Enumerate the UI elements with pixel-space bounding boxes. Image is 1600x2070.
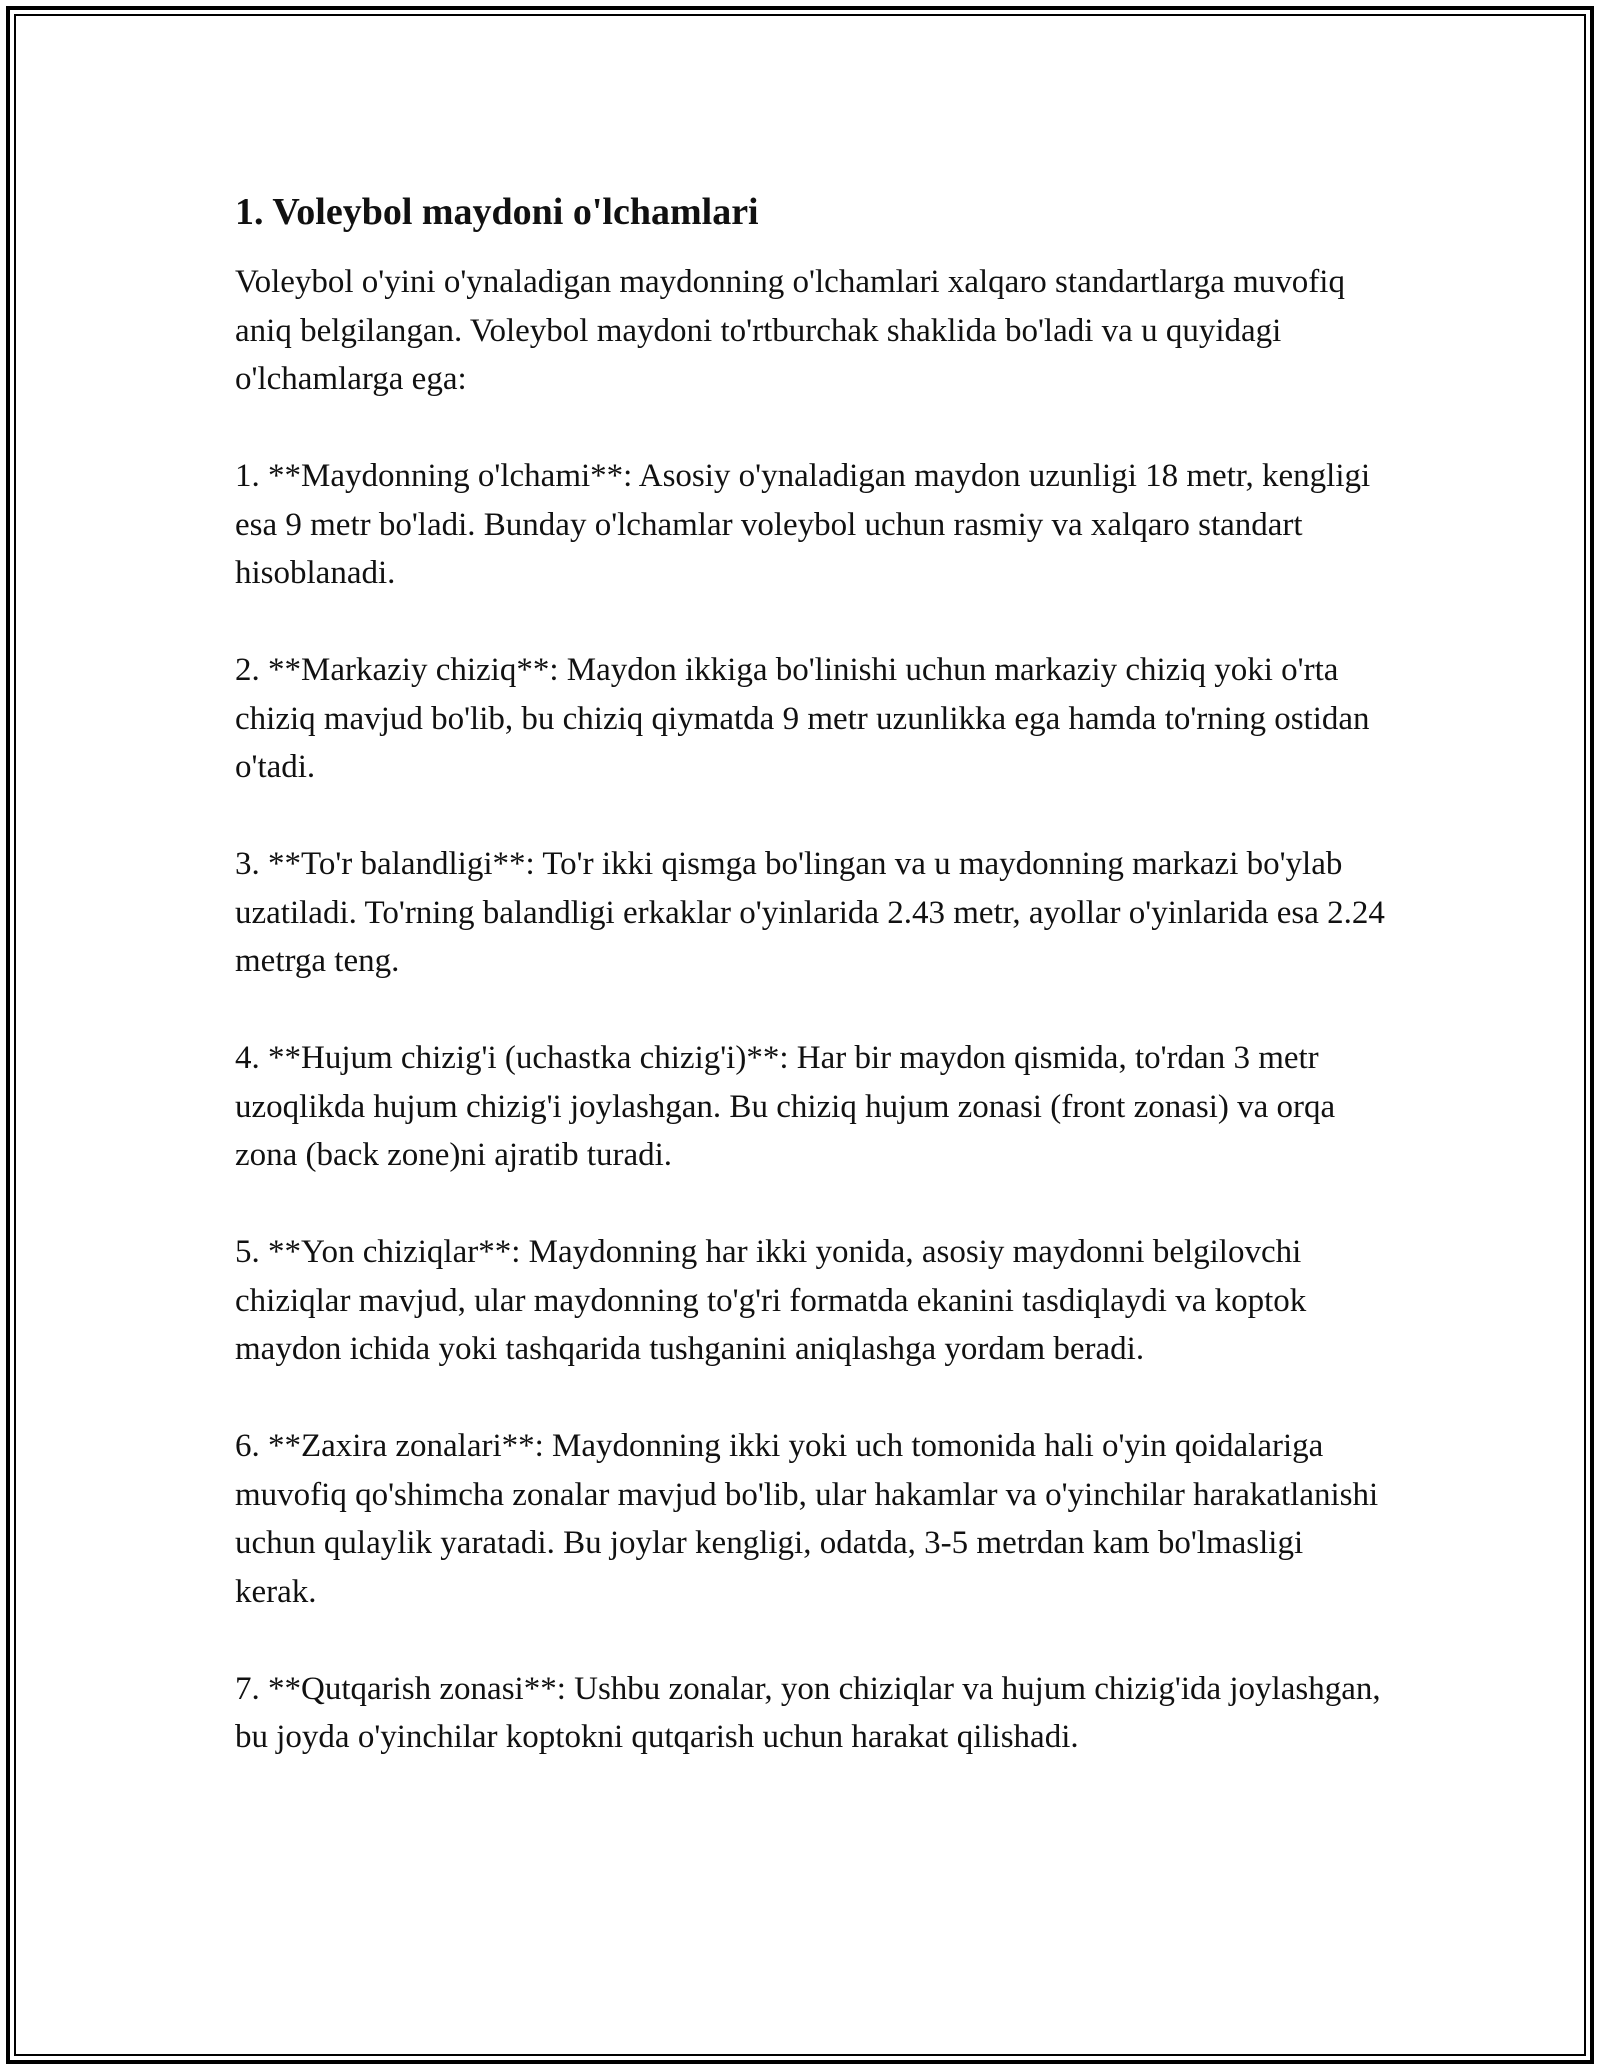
list-item-2: 2. **Markaziy chiziq**: Maydon ikkiga bo'linishi uchun markaziy chiziq yoki o'rta chiziq mavjud bo'lib, bu chiziq qiymatda 9 metr uzunlikka ega hamda to'rning ostidan o'tadi. — [235, 652, 1370, 785]
list-item-4: 4. **Hujum chizig'i (uchastka chizig'i)**: Har bir maydon qismida, to'rdan 3 metr uzoqlikda hujum chizig'i joylashgan. Bu chiziq hujum zonasi (front zonasi) va orqa zona (back zone)ni ajratib turadi. — [235, 1040, 1336, 1173]
intro-paragraph: Voleybol o'yini o'ynaladigan maydonning o'lchamlari xalqaro standartlarga muvofiq aniq belgilangan. Voleybol maydoni to'rtburchak shaklida bo'ladi va u quyidagi o'lchamlarga ega: — [235, 264, 1345, 397]
list-item-6: 6. **Zaxira zonalari**: Maydonning ikki yoki uch tomonida hali o'yin qoidalariga muvofiq qo'shimcha zonalar mavjud bo'lib, ular hakamlar va o'yinchilar harakatlanishi uchun qulaylik yaratadi. Bu joylar kengligi, odatda, 3-5 metrdan kam bo'lmasligi kerak. — [235, 1428, 1379, 1610]
list-item-5: 5. **Yon chiziqlar**: Maydonning har ikki yonida, asosiy maydonni belgilovchi chiziqlar mavjud, ular maydonning to'g'ri formatda ekanini tasdiqlaydi va koptok maydon ichida yoki tashqarida tushganini aniqlashga yordam beradi. — [235, 1234, 1307, 1367]
list-item-3: 3. **To'r balandligi**: To'r ikki qismga bo'lingan va u maydonning markazi bo'ylab uzatiladi. To'rning balandligi erkaklar o'yinlarida 2.43 metr, ayollar o'yinlarida esa 2.24 metrga teng. — [235, 846, 1385, 979]
document-title: 1. Voleybol maydoni o'lchamlari — [235, 191, 759, 233]
document-body — [235, 188, 1385, 1810]
list-item-1: 1. **Maydonning o'lchami**: Asosiy o'ynaladigan maydon uzunligi 18 metr, kengligi esa 9 metr bo'ladi. Bunday o'lchamlar voleybol uchun rasmiy va xalqaro standart hisoblanadi. — [235, 458, 1371, 591]
list-item-7: 7. **Qutqarish zonasi**: Ushbu zonalar, yon chiziqlar va hujum chizig'ida joylashgan, bu joyda o'yinchilar koptokni qutqarish uchun harakat qilishadi. — [235, 1670, 1381, 1755]
